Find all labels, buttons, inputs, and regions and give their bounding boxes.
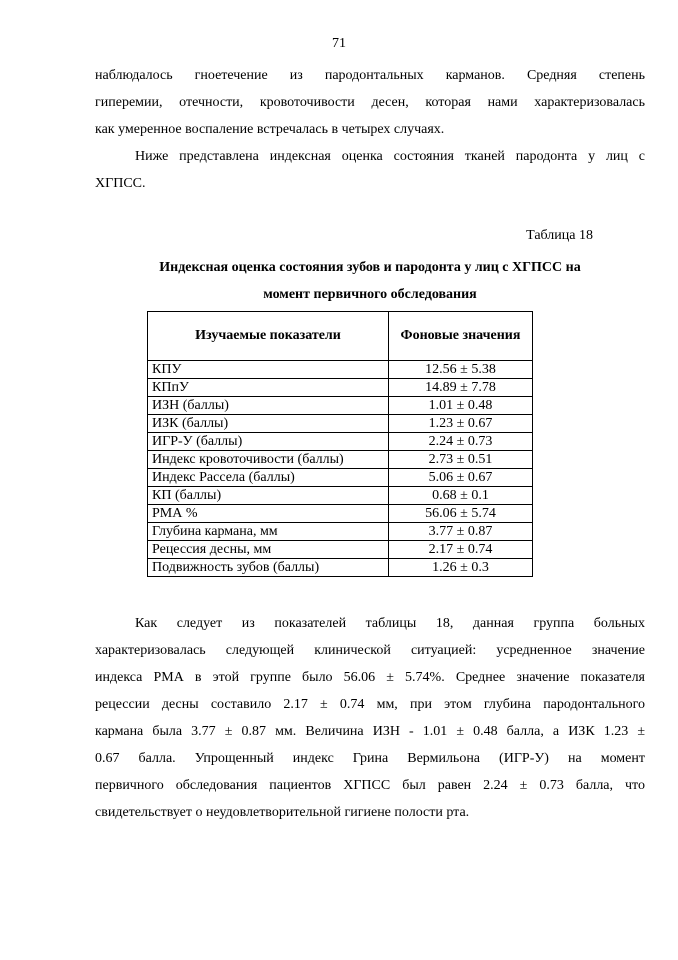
indicator-value-cell: 2.24 ± 0.73 bbox=[389, 433, 533, 451]
indicator-name-cell: ИГР-У (баллы) bbox=[148, 433, 389, 451]
table-title bbox=[95, 254, 645, 308]
paragraph-line: как умеренное воспаление встречалась в четырех случаях. bbox=[95, 122, 445, 137]
indicator-value-cell: 14.89 ± 7.78 bbox=[389, 379, 533, 397]
indicator-value-cell: 1.23 ± 0.67 bbox=[389, 415, 533, 433]
table-row bbox=[148, 487, 533, 505]
paragraph-3 bbox=[95, 610, 645, 826]
indicator-name-cell: Рецессия десны, мм bbox=[148, 541, 389, 559]
paragraph-line: наблюдалось гноетечение из пародонтальных карманов. Средняя степень bbox=[95, 68, 645, 83]
paragraph-line: Ниже представлена индексная оценка состояния тканей пародонта у лиц с bbox=[135, 149, 645, 164]
header-background-values: Фоновые значения bbox=[389, 312, 533, 361]
table-row bbox=[148, 451, 533, 469]
indicator-value-cell: 1.01 ± 0.48 bbox=[389, 397, 533, 415]
indicator-value-cell: 5.06 ± 0.67 bbox=[389, 469, 533, 487]
paragraph-line: ХГПСС. bbox=[95, 176, 146, 191]
header-indicator: Изучаемые показатели bbox=[148, 312, 389, 361]
indicator-name-cell: Индекс кровоточивости (баллы) bbox=[148, 451, 389, 469]
paragraph-2 bbox=[95, 143, 645, 197]
table-row bbox=[148, 523, 533, 541]
indicator-value-cell: 2.17 ± 0.74 bbox=[389, 541, 533, 559]
table-row bbox=[148, 397, 533, 415]
indicator-name-cell: Глубина кармана, мм bbox=[148, 523, 389, 541]
indicator-value-cell: 0.68 ± 0.1 bbox=[389, 487, 533, 505]
indicator-value-cell: 1.26 ± 0.3 bbox=[389, 559, 533, 577]
paragraph-line: кармана была 3.77 ± 0.87 мм. Величина ИЗН - 1.01 ± 0.48 балла, а ИЗК 1.23 ± bbox=[95, 724, 645, 739]
indicator-name-cell: ИЗН (баллы) bbox=[148, 397, 389, 415]
page-number: 71 bbox=[332, 36, 346, 51]
table-row bbox=[148, 415, 533, 433]
indicator-value-cell: 12.56 ± 5.38 bbox=[389, 361, 533, 379]
paragraph-1 bbox=[95, 62, 645, 143]
indicator-name-cell: КП (баллы) bbox=[148, 487, 389, 505]
table-body bbox=[148, 361, 533, 577]
indicator-name-cell: ИЗК (баллы) bbox=[148, 415, 389, 433]
paragraph-line: рецессии десны составило 2.17 ± 0.74 мм, при этом глубина пародонтального bbox=[95, 697, 645, 712]
table-header-row bbox=[148, 312, 533, 361]
table-row bbox=[148, 433, 533, 451]
indicator-value-cell: 56.06 ± 5.74 bbox=[389, 505, 533, 523]
table-number: Таблица 18 bbox=[526, 228, 593, 243]
indicator-name-cell: РМА % bbox=[148, 505, 389, 523]
table-title-line: Индексная оценка состояния зубов и пародонта у лиц с ХГПСС на bbox=[159, 260, 581, 275]
indicator-value-cell: 2.73 ± 0.51 bbox=[389, 451, 533, 469]
table-row bbox=[148, 469, 533, 487]
paragraph-line: Как следует из показателей таблицы 18, данная группа больных bbox=[135, 616, 645, 631]
table-row bbox=[148, 541, 533, 559]
indices-table bbox=[147, 311, 533, 577]
paragraph-line: характеризовалась следующей клинической ситуацией: усредненное значение bbox=[95, 643, 645, 658]
table-row bbox=[148, 505, 533, 523]
table-title-line: момент первичного обследования bbox=[263, 287, 477, 302]
paragraph-line: индекса РМА в этой группе было 56.06 ± 5.74%. Среднее значение показателя bbox=[95, 670, 645, 685]
indicator-name-cell: КПУ bbox=[148, 361, 389, 379]
table-row bbox=[148, 559, 533, 577]
table-row bbox=[148, 361, 533, 379]
paragraph-line: свидетельствует о неудовлетворительной гигиене полости рта. bbox=[95, 805, 470, 820]
indicator-name-cell: Индекс Рассела (баллы) bbox=[148, 469, 389, 487]
paragraph-line: 0.67 балла. Упрощенный индекс Грина Вермильона (ИГР-У) на момент bbox=[95, 751, 645, 766]
table-row bbox=[148, 379, 533, 397]
paragraph-line: первичного обследования пациентов ХГПСС был равен 2.24 ± 0.73 балла, что bbox=[95, 778, 645, 793]
indicator-value-cell: 3.77 ± 0.87 bbox=[389, 523, 533, 541]
paragraph-line: гиперемии, отечности, кровоточивости десен, которая нами характеризовалась bbox=[95, 95, 645, 110]
indicator-name-cell: Подвижность зубов (баллы) bbox=[148, 559, 389, 577]
indicator-name-cell: КПпУ bbox=[148, 379, 389, 397]
